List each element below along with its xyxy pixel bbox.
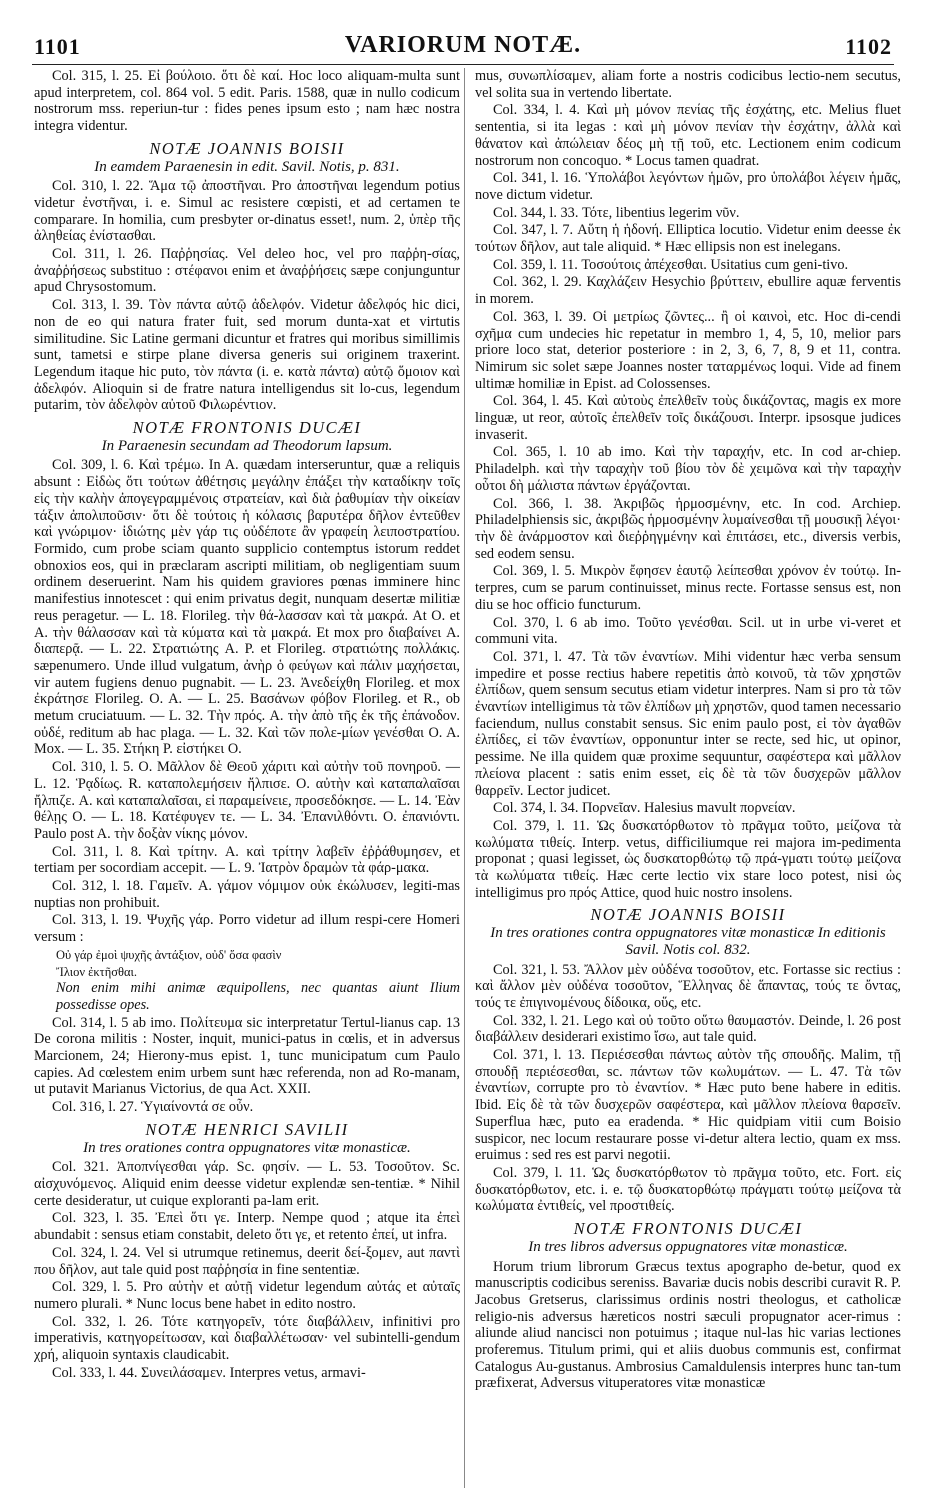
note-paragraph: Col. 315, l. 25. Εἰ βούλοιο. ὅτι δὲ καί. Hoc loco aliquam-multa sunt apud interpretem, col. 864 vol. 5 edit. Paris. 1588, quæ in nullo codicum nostrorum mss. reperiun-tur : fides penes ipsum esto ; nam hæc nostra integra videntur. — [34, 68, 460, 135]
note-paragraph: Col. 374, l. 34. Πορνεῖαν. Halesius mavult πορνείαν. — [493, 800, 796, 817]
section-subtitle: In Paraenesin secundam ad Theodorum lapsum. — [101, 437, 393, 454]
note-paragraph: Col. 365, l. 10 ab imo. Καὶ τὴν ταραχήν, etc. In cod ar-chiep. Philadelph. καὶ τὴν ταραχὴν τοῦ βίου τὸν δὲ χειμῶνα καὶ τὴν ταραχὴν οὗτοι δὴ μάλιστα πάντων ἐργάζονται. — [475, 444, 901, 494]
note-paragraph: Col. 316, l. 27. Ὑγιαίνοντά σε οὖν. — [52, 1099, 254, 1116]
column-divider — [464, 68, 465, 1488]
note-paragraph: Col. 334, l. 4. Καὶ μὴ μόνον πενίας τῆς ἐσχάτης, etc. Melius fluet sententia, si ita legas : καὶ μὴ μόνον πενίαν τὴν ἐσχάτην, ἀλλὰ καὶ θάνατον καὶ ἀπώλειαν δέος μὴ τῇ τοῦ, etc. Lectionem enim codicum nostrorum non concoquo. * Locus tamen quadrat. — [475, 102, 901, 169]
note-paragraph: Col. 311, l. 8. Καὶ τρίτην. A. καὶ τρίτην λαβεῖν ἐῤῥάθυμησεν, et tertiam per socordiam accepit. — L. 9. Ἰατρὸν δραμὼν τὰ φάρ-μακα. — [34, 843, 460, 877]
section-title: NOTÆ FRONTONIS DUCÆI — [132, 418, 362, 438]
running-title: VARIORUM NOTÆ. — [344, 32, 582, 58]
note-paragraph: Col. 332, l. 21. Lego καὶ οὐ τοῦτο οὕτω θαυμαστόν. Deinde, l. 26 post διαβάλλειν desiderari existimo ἴσω, aut tale quid. — [475, 1012, 901, 1046]
note-paragraph: Col. 379, l. 11. Ὡς δυσκατόρθωτον τὸ πρᾶγμα τοῦτο, μείζονα τὰ κωλύματα τιθείς. Interp. vetus, difficiliumque rei majora im-pedimenta proponat ; quasi legisset, ὡς δυσκατορθώτῳ τῷ πρά-γματι τούτῳ μείζονα τὰ κωλύματα τιθείς. Hæc certe lectio vix stare loco potest, nisi ὡς intelligimus pro πρός Attice, quod huic nostro insolens. — [475, 817, 901, 901]
section-subtitle: In tres orationes contra oppugnatores vitæ monasticæ. — [83, 1139, 411, 1156]
note-paragraph: Col. 329, l. 5. Pro αὐτὴν et αὐτῇ videtur legendum αὐτάς et αὐταῖς numero plurali. * Nunc locus bene habet in edito nostro. — [34, 1279, 460, 1312]
section-subtitle: In tres libros adversus oppugnatores vitæ monasticæ. — [528, 1238, 848, 1255]
page-number-left: 1101 — [34, 34, 81, 59]
note-paragraph: Col. 313, l. 19. Ψυχῆς γάρ. Porro videtur ad illum respi-cere Homeri versum : — [34, 912, 460, 946]
verse-line: Ἴλιον ἐκτῆσθαι. — [56, 964, 137, 979]
note-paragraph: Col. 311, l. 26. Παῤῥησίας. Vel deleo hoc, vel pro παῤῥη-σίας, ἀναῤῥήσεως substituo : στέφανοι enim et ἀναῤῥήσεις sæpe conjunguntur apud Chrysostomum. — [34, 246, 460, 296]
right-column — [475, 68, 901, 1493]
note-paragraph: Col. 310, l. 22. Ἅμα τῷ ἀποστῆναι. Pro ἀποστῆναι legendum potius videtur ἐνστῆναι, i. e. Simul ac resistere cœpisti, et ad certamen te comparare. In homilia, cum presbyter or-dinatus esset!, num. 2, ὑπὲρ τῆς ἀληθείας ἐνίστασθαι. — [34, 178, 460, 245]
note-paragraph: Col. 363, l. 39. Οἱ μετρίως ζῶντες... ἢ οἱ καινοὶ, etc. Hoc di-cendi σχῆμα cum undecies hic repetatur in membro 1, 4, 5, 10, melior pars priore loco stat, deterior posteriore : in 2, 3, 6, 7, 8, 9 et 11, contra. Nimirum sic solet sæpe Joannes noster ταταρμένως loqui. Vide ad finem ultimæ homiliæ in Epist. ad Colossenses. — [475, 308, 901, 392]
section-subtitle: In eamdem Paraenesin in edit. Savil. Notis, p. 831. — [94, 158, 400, 175]
left-column — [34, 68, 460, 1493]
note-paragraph: Col. 314, l. 5 ab imo. Πολίτευμα sic interpretatur Tertul-lianus cap. 13 De corona militis : Noster, inquit, munici-patus in cœlis, et in adversus Marcionem, 24; Hierony-mus epist. 1, tunc municipatum cum Paulo capies. Ad cœlestem enim urbem sunt hæc referenda, non ad Ro-manam, ut putavit Marianus Victorius, de qua Act. XXII. — [34, 1014, 460, 1098]
note-paragraph: Horum trium librorum Græcus textus apographo de-betur, quod ex manuscriptis codicibus sereniss. Bavariæ ducis nobis describi curavit R. P. Jacobus Gretserus, clarissimus ordinis nostri theologus, et catholicæ religio-nis adversus hæreticos nostri sæculi propugnator acer-rimus : aliunde aliud nancisci non potuimus ; itaque nul-las hic varias lectiones proferemus. Titulum primi, qui et aliis duobus communis est, confirmat Catalogus Au-gustanus. Ambrosius Camaldulensis interpres hunc tan-tum præfixerat, Adversus vituperatores vitæ monasticæ — [475, 1258, 901, 1392]
section-title: NOTÆ JOANNIS BOISII — [590, 905, 786, 925]
note-paragraph: Col. 371, l. 13. Περιέσεσθαι πάντως αὐτὸν τῆς σπουδῆς. Malim, τῇ σπουδῇ περιέσεσθαι, sc. πάντων τῶν κωλυμάτων. — L. 47. Τὰ τῶν ἐναντίων, corrupte pro τὸ ἐναντίον. * Hæc puto bene habere in editis. Ibid. Εἰς δὲ τὰ τῶν δυσχερῶν σαφέστερα, καὶ μᾶλλον πλείονα θαρσεῖν. Superflua hæc, puto ea eradenda. * Hic quidpiam vitii cum Boisio suspicor, nec locum restaurare posse vi-detur altera lectio, quam ex mss. eruimus : sed res est parvi negotii. — [475, 1047, 901, 1164]
note-paragraph: Col. 321. Ἀποπνίγεσθαι γάρ. Sc. φησίν. — L. 53. Τοσοῦτον. Sc. αἰσχυνόμενος. Aliquid enim deesse videtur explendæ sen-tentiæ. * Nihil certe desideratur, ut cuique exploranti pa-lam erit. — [34, 1159, 460, 1209]
note-paragraph: Col. 333, l. 44. Συνειλάσαμεν. Interpres vetus, armavi- — [52, 1364, 366, 1381]
note-paragraph: Col. 362, l. 29. Καχλάζειν Hesychio βρύττειν, ebullire aquæ ferventis in morem. — [475, 274, 901, 308]
page-number-right: 1102 — [845, 34, 892, 59]
note-paragraph: Col. 370, l. 6 ab imo. Τοῦτο γενέσθαι. Scil. ut in urbe vi-veret et communi vita. — [475, 614, 901, 648]
verse-translation: Non enim mihi animæ æquipollens, nec quantas aiunt Ilium possedisse opes. — [56, 980, 460, 1013]
note-paragraph: Col. 369, l. 5. Μικρὸν ἔφησεν ἑαυτῷ λείπεσθαι χρόνον ἐν τούτῳ. In-terpres, cum se parum continuisset, minus recte. Fortasse sensus est, non diu se hoc officio functurum. — [475, 563, 901, 613]
verse-line: Οὐ γάρ ἐμοὶ ψυχῆς ἀντάξιον, οὐδ' ὅσα φασὶν — [56, 947, 282, 962]
note-paragraph: Col. 371, l. 47. Τὰ τῶν ἐναντίων. Mihi videntur hæc verba sensum impedire et posse rectius habere repetitis ἀπὸ κοινοῦ, τὰ τῶν χρηστῶν ἐλπίδων, quem sensum secutus etiam videtur interpres. Nam si pro τὰ τῶν ἐναντίων intelligimus τὰ τῶν ἐλπίδων μὴ χρηστῶν, quod tamen necessario faciendum, nullus constabit sensus. Sic enim paulo post, εἰ τὸν ἀγαθῶν ἐλπίδες, εἰ τῶν ἐναντίων, opponuntur inter se recte, sed hic, ut opinor, pessime. Ne illa quidem quæ proxime sequuntur, σαφέστερα καὶ μᾶλλον πλείονα placent : satis enim esset, εἰς δὲ τὰ τῶν δυσχερῶν μᾶλλον θαρρεῖν. Lector judicet. — [475, 648, 901, 799]
section-title: NOTÆ HENRICI SAVILII — [145, 1119, 349, 1139]
page-header — [0, 0, 926, 64]
note-paragraph: Col. 309, l. 6. Καὶ τρέμω. In A. quædam interseruntur, quæ a reliquis absunt : Εἰδὼς ὅτι τούτων ἀθέτησις μεγάλην ἐπάξει τὴν καταδίκην τοῖς εἰς τὴν καλὴν ἀπογεγραμμένοις στρατείαν, καὶ διὰ ῥαθυμίαν τὴν οἰκείαν τάξιν ἀπολιποῦσιν· ὅτι δὲ τούτοις ἡ κόλασις βαρυτέρα δῆλον ἐντεῦθεν καὶ γνώριμον· ἰδιώτης μὲν γάρ τις οὐδέποτε ἂν γραφείη λειποστρατίου. Formido, cum probe sciam quanto supplicio contemptus istorum reddet obnoxios eos, qui in præclaram ascripti militiam, ob negligentiam suum ordinem deseruerint. Nam his quidem graviores pœnas imminere hinc manifestius innotescet : qui enim privatus degit, nunquam desertæ militiæ reus peragetur. — L. 18. Florileg. τὴν θά-λασσαν καὶ τὰ μακρά. At O. et A. τὴν θάλασσαν καὶ τὰ κύματα καὶ τὰ μακρά. Et mox pro διαβαίνει A. διαπερᾷ. — L. 22. Στρατιώτης A. P. et Florileg. στρατιώτης πολλάκις. sæpenumero. Unde illud vulgatum, ἀνὴρ ὁ φεύγων καὶ πάλιν μαχήσεται, vir autem fugiens denuo pugnabit. — L. 23. Ἀνεδείχθη Florileg. et mox ἐκράτησε Florileg. O. A. — L. 25. Βασάνων φόβον Florileg. et R., ob metum cruciatuum. — L. 32. Τὴν πρός. A. τὴν ἀπὸ τῆς ἐκ τῆς ἐπάνοδον. οὐδέ, reditum ab hac plaga. — L. 32. Καὶ τῶν πολε-μίων γενέσθαι O. A. Mox. — L. 35. Στήκη P. εἰστήκει O. — [34, 457, 460, 758]
section-title: NOTÆ FRONTONIS DUCÆI — [573, 1219, 803, 1239]
note-paragraph: Col. 332, l. 26. Τότε κατηγορεῖν, τότε διαβάλλειν, infinitivi pro imperativis, κατηγορείτωσαν, καὶ διαβαλλέτωσαν· vel subintelli-gendum χρή, aliquoin syntaxis claudicabit. — [34, 1313, 460, 1364]
header-rule — [32, 64, 894, 65]
note-paragraph: Col. 321, l. 53. Ἄλλον μὲν οὐδένα τοσοῦτον, etc. Fortasse sic rectius : καὶ ἄλλον μὲν οὐδένα τοσοῦτον, Ἕλληνας δὲ ἅπαντας, τούς τε ὄντας, τούς τε ἐπιγινομένους δίδοικα, οὕς, etc. — [475, 961, 901, 1011]
note-paragraph: Col. 313, l. 39. Τὸν πάντα αὐτῷ ἀδελφόν. Videtur ἀδελφός hic dici, non de eo qui natura frater fuit, sed morum dunta-xat et virtutis similitudine. Sic Latine germani dicuntur et fratres qui moribus simillimis sunt, tametsi e stirpe plane diversa generis sui originem traxerint. Legendum itaque hic puto, τὸν πάντα (i. e. κατὰ πάντα) αὐτῷ ὅμοιον καὶ ἀδελφόν. Alioquin si de fratre natura intelligendus sit lo-cus, legendum putarim, τὸν ἀδελφὸν αὐτοῦ Φιλωρέντιον. — [34, 297, 460, 414]
note-paragraph: Col. 344, l. 33. Τότε, libentius legerim νῦν. — [493, 204, 740, 221]
note-paragraph: Col. 312, l. 18. Γαμεῖν. A. γάμον νόμιμον οὐκ ἐκώλυσεν, legiti-mas nuptias non prohibuit. — [34, 878, 460, 911]
section-title: NOTÆ JOANNIS BOISII — [149, 138, 345, 158]
note-paragraph: Col. 324, l. 24. Vel si utrumque retinemus, deerit δεί-ξομεν, aut παντὶ που δῆλον, aut tale quid post παῤῥησία in fine sententiæ. — [34, 1244, 460, 1278]
section-subtitle: In tres orationes contra oppugnatores vitæ monasticæ In editionis Savil. Notis col. 832. — [490, 925, 886, 958]
note-paragraph: Col. 323, l. 35. Ἐπεὶ ὅτι γε. Interp. Nempe quod ; atque ita ἐπεὶ abundabit : sensus etiam constabit, deleto ὅτι γε, et retento ἐπεί, ut infra. — [34, 1210, 460, 1244]
note-paragraph: Col. 379, l. 11. Ὡς δυσκατόρθωτον τὸ πρᾶγμα τοῦτο, etc. Fort. εἰς δυσκατόρθωτον, etc. i. e. τῷ δυσκατορθώτῳ πράγματι τούτῳ μείζονα τὰ κωλύματα ἐντιθείς, vel προστιθείς. — [475, 1165, 901, 1215]
note-paragraph: Col. 359, l. 11. Τοσούτοις ἀπέχεσθαι. Usitatius cum geni-tivo. — [493, 256, 849, 273]
note-paragraph: Col. 364, l. 45. Καὶ αὐτοὺς ἐπελθεῖν τοὺς δικάζοντας, magis ex more linguæ, ut reor, αὐτοῖς ἐπελθεῖν τοῖς δικάζουσι. Interpr. ipsosque judices invaserit. — [475, 393, 901, 443]
note-paragraph: Col. 347, l. 7. Αὕτη ἡ ἡδονή. Elliptica locutio. Videtur enim deesse ἐκ τούτων δῆλον, aut tale aliquid. * Hæc ellipsis non est inelegans. — [475, 222, 901, 256]
note-paragraph: mus, συνωπλίσαμεν, aliam forte a nostris codicibus lectio-nem secutus, vel solita sua in vertendo libertate. — [475, 68, 901, 101]
note-paragraph: Col. 341, l. 16. Ὑπολάβοι λεγόντων ἡμῶν, pro ὑπολάβοι λέγειν ἡμᾶς, nove dictum videtur. — [475, 170, 901, 203]
note-paragraph: Col. 366, l. 38. Ἀκριβῶς ἡρμοσμένην, etc. In cod. Archiep. Philadelphiensis sic, ἀκριβῶς ἡρμοσμένην λυμαίνεσθαι τῇ μουσικῇ λέγοι· τὴν δὲ ἀνάρμοστον καὶ διεῤῥηγμένην καὶ ἐπιτάσει, etc., diversis verbis, sed eodem sensu. — [475, 495, 901, 562]
note-paragraph: Col. 310, l. 5. O. Μᾶλλον δὲ Θεοῦ χάριτι καὶ αὐτὴν τοῦ πονηροῦ. — L. 12. Ῥᾳδίως. R. καταπολεμήσειν ἤλπισε. O. αὐτὴν καὶ καταπαλαῖσαι ἤλπιζε. A. καὶ καταπαλαῖσαι, εἰ παραμείνειε, προσεδόκησε. — L. 14. Ἐὰν θέλῃς O. — L. 18. Κατέφυγεν τε. — L. 34. Ἐπανιλθόντι. O. ἐπανιόντι. Paulo post A. τὴν δοξὰν νίκης μόνον. — [34, 759, 460, 842]
